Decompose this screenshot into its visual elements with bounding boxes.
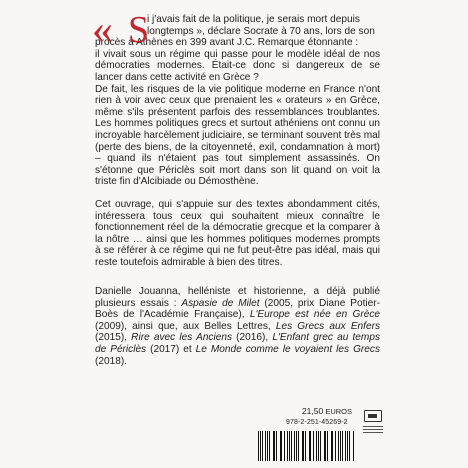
opening-quote-mark: « xyxy=(92,7,113,53)
barcode-bar xyxy=(325,431,326,461)
barcode-bar xyxy=(338,431,339,461)
lead-paragraph xyxy=(92,7,380,84)
drop-cap: S xyxy=(128,9,150,51)
book-title: Rire avec les Anciens xyxy=(131,332,232,344)
barcode xyxy=(258,431,354,461)
lead-line: i j'avais fait de la politique, je serais mort depuis xyxy=(147,14,360,25)
barcode-bar xyxy=(318,431,319,461)
isbn-number: 978-2-251-45269-2 xyxy=(286,419,348,426)
barcode-bar xyxy=(298,431,299,461)
barcode-bar xyxy=(276,431,277,461)
barcode-bar xyxy=(284,431,285,461)
book-title: Aspasie de Milet xyxy=(181,297,260,309)
publisher-logo-mark xyxy=(364,410,382,422)
barcode-bar xyxy=(269,431,270,461)
price-amount: 21,50 xyxy=(301,406,324,416)
barcode-bar xyxy=(305,431,306,461)
barcode-bar xyxy=(294,431,295,461)
paragraph-2: De fait, les risques de la vie politique moderne en France n'ont rien à voir avec ceux que prenaient les « orateurs » en Grèce, même s'ils présentent parfois des ressemblances troublantes. Les hommes politiques grecs et surtout athéniens ont connu un incroyable harcèlement judiciaire, se terminant souvent très mal (perte des biens, de la citoyenneté, exil, condamnation à mort) – quand ils n'étaient pas tout simplement assassinés. On s'étonne que Périclès soit mort dans son lit quand on voit la triste fin d'Alcibiade ou Démosthène. xyxy=(95,83,381,188)
paragraph-3: Cet ouvrage, qui s'appuie sur des textes abondamment cités, intéressera tous ceux qui souhaitent mieux connaître le fonctionnement réel de la démocratie grecque et la comparer à la nôtre … ainsi que les hommes politiques modernes prompts à se référer à ce régime qui ne fut peut-être pas idéal, mais qui reste toutefois admirable à bien des titres. xyxy=(95,198,380,268)
author-bio: Danielle Jouanna, helléniste et historienne, a déjà publié plusieurs essais : Aspasie de Milet (2005, prix Diane Potier-Boès de l'Académie Française), L'Europe est née en Grèce (2009), ainsi que, aux Belles Lettres, Les Grecs aux Enfers (2015), Rire avec les Anciens (2016), L'Enfant grec au temps de Périclès (2017) et Le Monde comme le voyaient les Grecs (2018). xyxy=(95,286,380,367)
barcode-bar xyxy=(287,431,288,461)
book-title: Le Monde comme le voyaient les Grecs xyxy=(195,343,380,355)
lead-line: procès à Athènes en 399 avant J.C. Remarque étonnante : xyxy=(95,37,359,49)
lead-paragraph-rest: il vivait sous un régime qui passe pour le modèle idéal de nos démocraties modernes. Était-ce donc si dangereux de se lancer dans cette activité en Grèce ? xyxy=(95,48,380,83)
blurb xyxy=(92,7,381,268)
barcode-bar xyxy=(310,431,311,461)
book-title: L'Europe est née en Grèce xyxy=(249,309,380,321)
barcode-bar xyxy=(331,431,332,461)
price-label xyxy=(272,407,352,416)
price-currency: EUROS xyxy=(325,407,352,416)
barcode-bar xyxy=(265,431,266,461)
publisher-logo-lines xyxy=(363,424,383,433)
barcode-bar xyxy=(349,431,350,461)
barcode-bar xyxy=(345,431,346,461)
lead-line: longtemps », déclare Socrate à 70 ans, lors de son xyxy=(147,25,375,37)
book-title: L'Enfant grec au temps de Périclès xyxy=(95,332,380,355)
book-title: Les Grecs aux Enfers xyxy=(275,320,380,332)
publisher-logo xyxy=(362,410,384,436)
barcode-bar xyxy=(258,431,259,461)
